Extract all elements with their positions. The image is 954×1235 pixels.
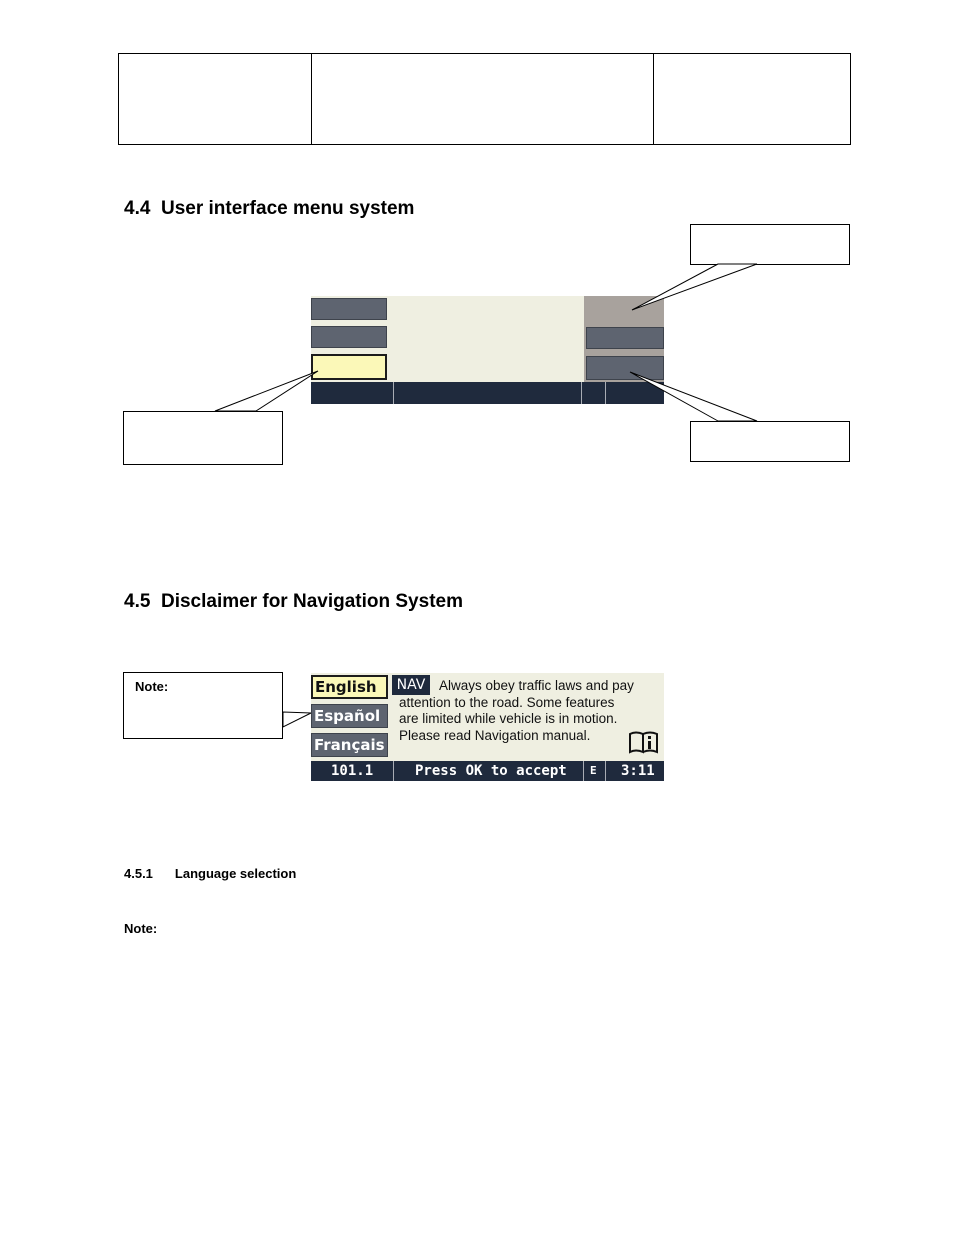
clock-time: 3:11 xyxy=(621,763,655,779)
disclaimer-screen xyxy=(311,673,664,781)
accept-prompt: Press OK to accept xyxy=(415,763,567,779)
message-line: Always obey traffic laws and pay xyxy=(439,678,634,693)
pointer-top-right xyxy=(632,264,757,310)
subsection-number: 4.5.1 xyxy=(124,866,153,881)
status-divider xyxy=(583,761,584,781)
book-info-icon[interactable] xyxy=(628,730,660,754)
disclaimer-message xyxy=(399,678,664,744)
nav-badge: NAV xyxy=(392,675,430,695)
message-line: Please read Navigation manual. xyxy=(399,727,591,743)
section-heading-4-5 xyxy=(124,591,463,613)
section-number: 4.4 xyxy=(124,198,151,219)
radio-frequency: 101.1 xyxy=(331,763,374,779)
language-option-espanol[interactable]: Español xyxy=(311,704,388,728)
note-label: Note: xyxy=(135,679,169,694)
status-divider xyxy=(393,761,394,781)
body-note-label: Note: xyxy=(124,921,158,936)
message-line: attention to the road. Some features xyxy=(399,694,615,710)
pointer-bottom-right xyxy=(630,372,757,421)
status-divider xyxy=(605,761,606,781)
note-callout xyxy=(123,672,283,739)
section-title: Disclaimer for Navigation System xyxy=(160,591,463,612)
subsection-title: Language selection xyxy=(174,866,297,881)
status-bar xyxy=(311,761,664,781)
section-number: 4.5 xyxy=(124,591,151,612)
language-option-english[interactable]: English xyxy=(311,675,388,699)
language-option-francais[interactable]: Français xyxy=(311,733,388,757)
pointer-bottom-left xyxy=(215,371,318,411)
subsection-heading-4-5-1 xyxy=(124,866,296,881)
status-indicator: E xyxy=(590,764,597,777)
pointer-note xyxy=(283,712,311,727)
section-title: User interface menu system xyxy=(160,198,415,219)
message-line: are limited while vehicle is in motion. xyxy=(399,711,618,726)
